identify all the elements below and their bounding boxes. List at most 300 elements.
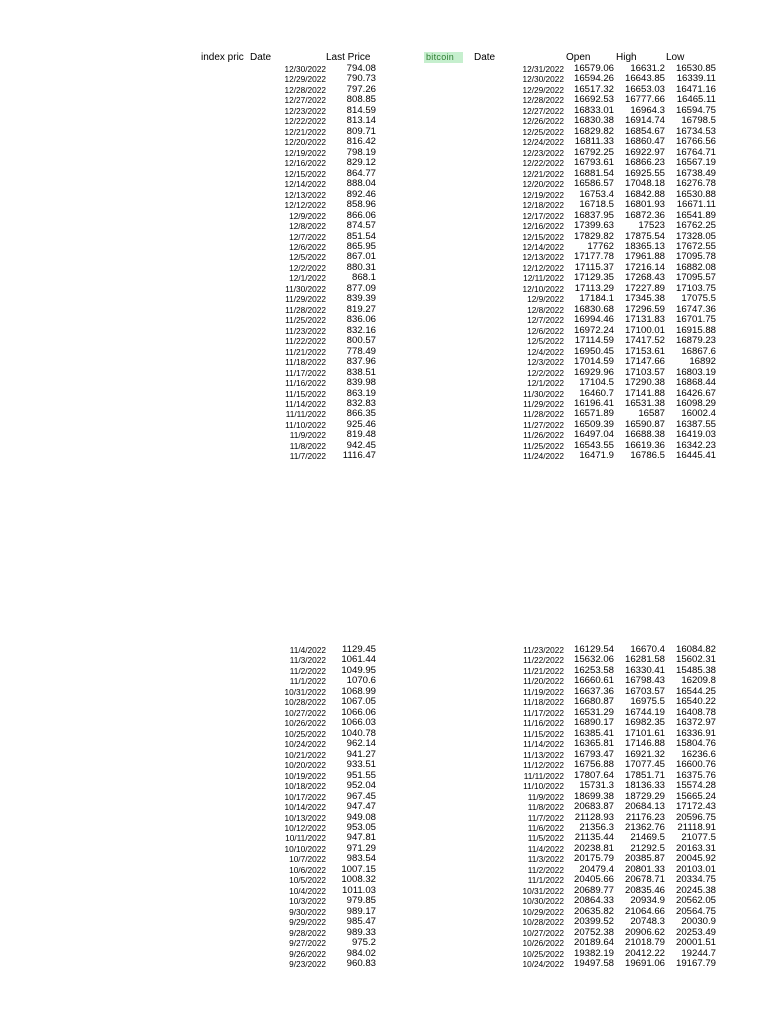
date-cell: 12/21/2022 [522,168,564,179]
value-cell: 16098.29 [675,399,716,409]
value-cell: 17417.52 [624,336,665,347]
date-cell: 11/27/2022 [523,419,564,430]
value-cell: 15665.24 [675,791,716,802]
date-cell: 10/18/2022 [284,781,326,792]
value-cell: 16972.24 [573,325,614,336]
value-cell: 16792.25 [573,147,614,158]
date-cell: 12/5/2022 [527,336,564,347]
value-cell: 15731.3 [579,781,614,792]
date-cell: 11/10/2022 [523,781,564,792]
date-cell: 12/11/2022 [523,273,564,284]
value-cell: 16680.87 [573,697,614,708]
table-row [510,729,716,739]
value-cell: 16426.67 [675,388,716,399]
value-cell: 16786.5 [630,451,665,462]
value-cell: 17104.5 [579,378,614,389]
value-cell: 925.46 [346,419,376,430]
date-cell: 10/20/2022 [284,760,326,771]
table-row [510,708,716,718]
date-cell: 12/26/2022 [522,116,564,127]
value-cell: 20175.79 [573,854,614,865]
value-cell: 16540.22 [675,697,716,708]
table-row [268,305,376,315]
date-cell: 9/29/2022 [289,917,326,928]
table-row [510,739,716,749]
value-cell: 16509.39 [573,419,614,430]
value-cell: 17177.78 [573,252,614,263]
date-cell: 12/13/2022 [522,252,564,263]
table-row [510,378,716,388]
value-cell: 892.46 [346,189,376,200]
value-cell: 20934.9 [630,896,665,907]
value-cell: 16387.55 [675,419,716,430]
date-cell: 10/24/2022 [522,959,564,970]
value-cell: 20562.05 [675,896,716,907]
date-cell: 12/9/2022 [289,210,326,221]
value-cell: 851.54 [346,231,376,242]
date-cell: 10/28/2022 [284,697,326,708]
value-cell: 16833.01 [573,105,614,116]
date-cell: 12/15/2022 [284,168,326,179]
date-cell: 10/5/2022 [289,875,326,886]
table-row [268,169,376,179]
date-cell: 12/28/2022 [522,95,564,106]
table-row [510,420,716,430]
date-cell: 12/2/2022 [527,367,564,378]
value-cell: 16872.36 [624,210,665,221]
date-cell: 12/2/2022 [289,262,326,273]
table-row [268,833,376,843]
table-row [268,221,376,231]
date-cell: 11/7/2022 [527,812,564,823]
value-cell: 21176.23 [625,812,665,823]
date-cell: 12/20/2022 [284,137,326,148]
date-cell: 11/9/2022 [527,791,564,802]
table-row [268,813,376,823]
date-cell: 11/16/2022 [523,718,564,729]
date-cell: 11/4/2022 [527,843,564,854]
table-row [510,284,716,294]
table-row [268,389,376,399]
value-cell: 17103.57 [624,367,665,378]
value-cell: 975.2 [351,938,376,949]
date-cell: 11/3/2022 [289,655,326,666]
last-price-header: Last Price [326,52,371,63]
date-cell: 12/16/2022 [522,221,564,232]
value-cell: 16982.35 [624,718,665,729]
value-cell: 16703.57 [624,686,665,697]
value-cell: 17103.75 [675,283,716,294]
table-row [510,315,716,325]
date-cell: 10/31/2022 [522,885,564,896]
value-cell: 17129.35 [573,273,614,284]
value-cell: 16744.19 [624,707,665,718]
table-row [268,294,376,304]
table-row [268,273,376,283]
table-row [510,886,716,896]
date-cell: 10/24/2022 [284,739,326,750]
value-cell: 16497.04 [573,430,614,441]
date-cell: 12/8/2022 [289,221,326,232]
value-cell: 17113.29 [574,283,614,294]
value-cell: 20835.46 [624,885,665,896]
value-cell: 17153.61 [624,346,665,357]
value-cell: 16738.49 [675,168,716,179]
value-cell: 20238.81 [573,843,614,854]
value-cell: 832.16 [346,325,376,336]
value-cell: 16281.58 [624,655,665,666]
table-row [268,645,376,655]
value-cell: 16762.25 [675,221,716,232]
value-cell: 16594.26 [573,74,614,85]
value-cell: 20748.3 [630,917,665,928]
value-cell: 17095.57 [675,273,716,284]
value-cell: 17146.88 [624,739,665,750]
table-row [268,655,376,665]
table-row [268,802,376,812]
date-cell: 12/7/2022 [527,315,564,326]
value-cell: 16196.41 [573,399,614,409]
table-row [510,211,716,221]
table-row [268,928,376,938]
value-cell: 989.17 [346,906,376,917]
value-cell: 941.27 [346,749,376,760]
value-cell: 1066.06 [341,707,376,718]
date-cell: 12/6/2022 [289,241,326,252]
table-row [268,739,376,749]
value-cell: 836.06 [346,315,376,326]
bitcoin-date-header: Date [474,52,496,63]
value-cell: 16531.38 [624,399,665,409]
value-cell: 865.95 [346,241,376,252]
table-row [510,85,716,95]
date-cell: 11/26/2022 [523,430,564,441]
table-row [510,441,716,451]
table-row [268,781,376,791]
table-row [510,336,716,346]
value-cell: 16209.8 [681,676,716,687]
date-cell: 10/27/2022 [522,927,564,938]
value-cell: 17345.38 [624,294,665,305]
value-cell: 1068.99 [341,686,376,697]
date-cell: 12/10/2022 [522,283,564,294]
table-row [510,158,716,168]
table-row [268,137,376,147]
value-cell: 16994.46 [573,315,614,326]
value-cell: 17523 [638,221,665,232]
date-cell: 12/14/2022 [284,179,326,190]
value-cell: 16590.87 [624,419,665,430]
date-cell: 10/25/2022 [522,948,564,959]
date-cell: 12/31/2022 [522,64,564,74]
value-cell: 16915.88 [675,325,716,336]
table-row [268,697,376,707]
high-header: High [616,52,637,63]
value-cell: 1116.47 [342,451,376,462]
table-row [510,74,716,84]
date-cell: 11/28/2022 [285,304,326,315]
date-cell: 11/1/2022 [527,875,564,886]
value-cell: 18365.13 [624,241,665,252]
value-cell: 16842.88 [624,189,665,200]
table-row [268,158,376,168]
table-row [510,655,716,665]
value-cell: 17829.82 [573,231,614,242]
date-cell: 11/7/2022 [289,451,326,462]
value-cell: 16530.88 [675,189,716,200]
date-cell: 10/10/2022 [284,843,326,854]
value-cell: 868.1 [351,273,376,284]
table-row [510,95,716,105]
table-row [268,315,376,325]
table-row [510,242,716,252]
value-cell: 20399.52 [573,917,614,928]
table-row [268,771,376,781]
table-row [268,74,376,84]
table-row [268,865,376,875]
value-cell: 809.71 [346,126,376,137]
table-row [510,232,716,242]
table-row [268,430,376,440]
value-cell: 19691.06 [624,959,665,970]
table-row [268,399,376,409]
value-cell: 16801.93 [624,200,665,211]
date-cell: 12/23/2022 [284,105,326,116]
value-cell: 814.59 [346,105,376,116]
value-cell: 16830.68 [573,304,614,315]
table-row [268,907,376,917]
value-cell: 20334.75 [675,875,716,886]
value-cell: 17048.18 [624,179,665,190]
date-cell: 11/14/2022 [523,739,564,750]
date-cell: 11/30/2022 [285,283,326,294]
value-cell: 16881.54 [573,168,614,179]
date-cell: 11/23/2022 [285,325,326,336]
table-row [510,896,716,906]
date-cell: 10/13/2022 [284,812,326,823]
table-row [510,169,716,179]
date-cell: 12/16/2022 [284,158,326,169]
value-cell: 16867.6 [681,346,716,357]
value-cell: 16531.29 [573,707,614,718]
value-cell: 16793.47 [573,749,614,760]
open-header: Open [566,52,591,63]
value-cell: 839.39 [346,294,376,305]
value-cell: 867.01 [346,252,376,263]
value-cell: 17095.78 [675,252,716,263]
value-cell: 1049.95 [341,665,376,676]
table-row [510,907,716,917]
date-cell: 11/10/2022 [285,419,326,430]
value-cell: 20906.62 [624,927,665,938]
value-cell: 984.02 [346,948,376,959]
value-cell: 800.57 [346,336,376,347]
value-cell: 21128.93 [574,812,614,823]
date-cell: 12/27/2022 [284,95,326,106]
value-cell: 19382.19 [573,948,614,959]
value-cell: 20045.92 [675,854,716,865]
date-cell: 10/17/2022 [284,791,326,802]
table-row [510,760,716,770]
value-cell: 17147.66 [624,357,665,368]
date-cell: 12/8/2022 [527,304,564,315]
value-cell: 819.27 [346,304,376,315]
table-row [510,430,716,440]
date-cell: 11/22/2022 [285,336,326,347]
date-cell: 12/9/2022 [527,294,564,305]
table-row [510,190,716,200]
value-cell: 16336.91 [675,728,716,739]
table-row [268,886,376,896]
table-row [268,179,376,189]
table-row [268,326,376,336]
date-cell: 12/28/2022 [284,84,326,95]
table-row [510,771,716,781]
table-row [268,127,376,137]
value-cell: 808.85 [346,95,376,106]
value-cell: 1011.03 [342,885,376,896]
date-cell: 12/22/2022 [522,158,564,169]
value-cell: 16671.11 [676,200,716,211]
value-cell: 18729.29 [624,791,665,802]
table-row [268,875,376,885]
table-row [268,263,376,273]
table-row [510,137,716,147]
value-cell: 1129.45 [342,645,376,655]
date-cell: 10/30/2022 [522,896,564,907]
date-cell: 10/25/2022 [284,728,326,739]
value-cell: 16803.19 [675,367,716,378]
value-cell: 16567.19 [675,158,716,169]
date-cell: 10/27/2022 [284,707,326,718]
date-cell: 11/21/2022 [285,346,326,357]
value-cell: 16860.47 [624,137,665,148]
date-cell: 11/19/2022 [523,686,564,697]
table-row [268,718,376,728]
table-row [268,959,376,969]
table-row [510,813,716,823]
table-row [268,200,376,210]
table-row [510,823,716,833]
date-cell: 10/6/2022 [289,864,326,875]
value-cell: 16811.33 [574,137,614,148]
value-cell: 864.77 [346,168,376,179]
value-cell: 16631.2 [630,64,665,74]
value-cell: 16530.85 [675,64,716,74]
value-cell: 947.47 [346,802,376,813]
value-cell: 816.42 [346,137,376,148]
value-cell: 19497.58 [573,959,614,970]
value-cell: 971.29 [346,843,376,854]
value-cell: 16854.67 [624,126,665,137]
table-row [268,729,376,739]
table-row [510,200,716,210]
date-cell: 12/20/2022 [522,179,564,190]
value-cell: 17184.1 [579,294,614,305]
date-cell: 11/3/2022 [527,854,564,865]
value-cell: 19167.79 [675,959,716,970]
value-cell: 17296.59 [624,304,665,315]
value-cell: 20678.71 [624,875,665,886]
table-row [268,949,376,959]
value-cell: 20752.38 [573,927,614,938]
bitcoin-price-table-bottom [510,645,716,970]
table-row [268,378,376,388]
value-cell: 863.19 [346,388,376,399]
index-date-header: Date [250,52,272,63]
date-cell: 9/27/2022 [289,938,326,949]
value-cell: 16643.85 [624,74,665,85]
date-cell: 10/31/2022 [284,686,326,697]
date-cell: 11/22/2022 [523,655,564,666]
value-cell: 17114.59 [574,336,614,347]
table-row [510,368,716,378]
date-cell: 11/30/2022 [523,388,564,399]
value-cell: 16879.23 [675,336,716,347]
table-row [510,221,716,231]
value-cell: 15485.38 [675,665,716,676]
value-cell: 17399.63 [573,221,614,232]
date-cell: 11/8/2022 [289,440,326,451]
table-row [510,409,716,419]
table-row [510,389,716,399]
table-row [268,357,376,367]
date-cell: 12/3/2022 [527,357,564,368]
date-cell: 10/21/2022 [284,749,326,760]
table-row [268,211,376,221]
table-row [268,116,376,126]
value-cell: 21356.3 [579,822,614,833]
table-row [268,917,376,927]
date-cell: 11/11/2022 [285,409,326,420]
value-cell: 21469.5 [630,833,665,844]
date-cell: 11/2/2022 [527,864,564,875]
table-row [510,252,716,262]
value-cell: 16579.06 [573,64,614,74]
date-cell: 12/1/2022 [289,273,326,284]
value-cell: 16460.7 [579,388,614,399]
table-row [268,854,376,864]
value-cell: 20564.75 [675,906,716,917]
value-cell: 985.47 [346,917,376,928]
date-cell: 12/5/2022 [289,252,326,263]
value-cell: 1040.78 [341,728,376,739]
value-cell: 16408.78 [675,707,716,718]
table-row [510,305,716,315]
date-cell: 12/14/2022 [522,241,564,252]
value-cell: 21077.5 [681,833,716,844]
value-cell: 20253.49 [675,927,716,938]
value-cell: 16922.97 [624,147,665,158]
value-cell: 16892 [689,357,716,368]
date-cell: 12/13/2022 [284,189,326,200]
value-cell: 16964.3 [630,105,665,116]
table-row [268,666,376,676]
table-row [510,917,716,927]
value-cell: 16829.82 [573,126,614,137]
value-cell: 20385.87 [624,854,665,865]
value-cell: 17961.88 [624,252,665,263]
date-cell: 12/19/2022 [522,189,564,200]
value-cell: 16950.45 [573,346,614,357]
table-row [510,875,716,885]
table-row [510,865,716,875]
value-cell: 953.05 [346,822,376,833]
table-row [510,148,716,158]
value-cell: 15574.28 [675,781,716,792]
value-cell: 1066.03 [341,718,376,729]
value-cell: 877.09 [346,283,376,294]
